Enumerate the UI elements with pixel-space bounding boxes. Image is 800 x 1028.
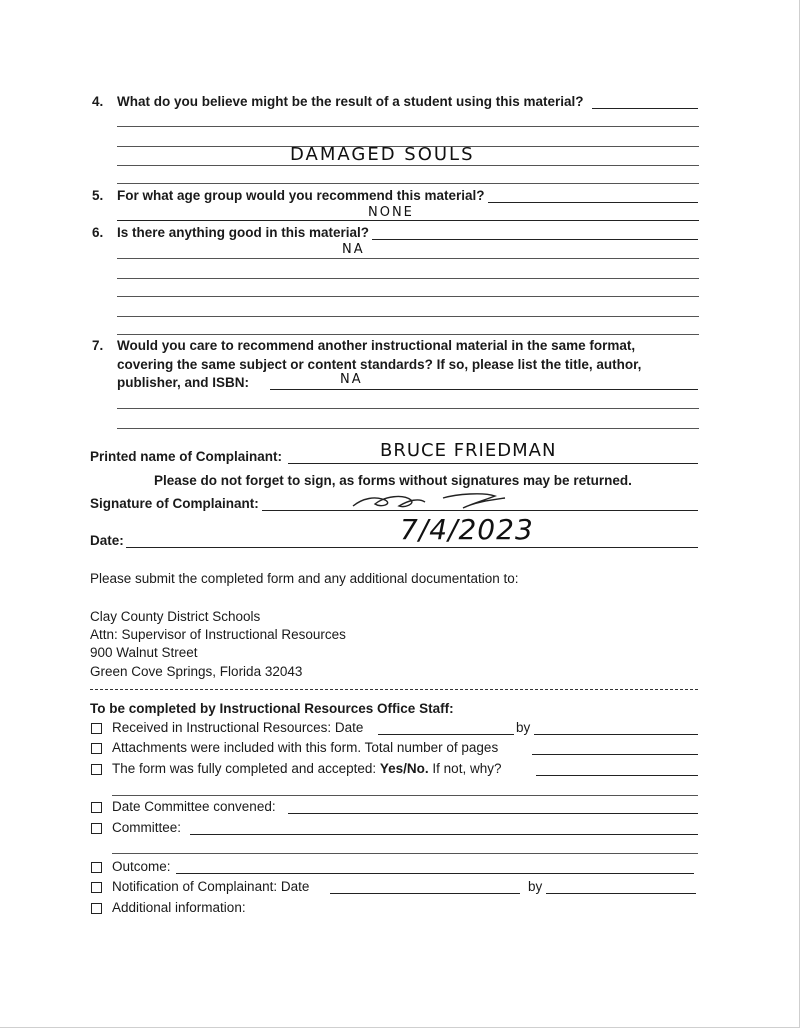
committee-convened-label: Date Committee convened: (112, 799, 276, 814)
cut-divider (90, 689, 698, 690)
address-line-4: Green Cove Springs, Florida 32043 (90, 664, 303, 679)
q4-question: What do you believe might be the result of a student using this material? (117, 94, 584, 109)
received-by-line (534, 734, 698, 735)
printed-name-line (288, 463, 698, 464)
q5-handwritten-answer: NONE (368, 205, 414, 220)
attachments-checkbox[interactable] (91, 743, 102, 754)
q5-number: 5. (92, 188, 104, 203)
q6-number: 6. (92, 225, 104, 240)
outcome-label: Outcome: (112, 859, 171, 874)
additional-info-label: Additional information: (112, 900, 246, 915)
notification-label: Notification of Complainant: Date (112, 879, 310, 894)
accepted-extra-line (112, 795, 698, 796)
notification-date-line (330, 893, 520, 894)
received-label: Received in Instructional Resources: Date (112, 720, 364, 735)
committee-convened-line (288, 813, 698, 814)
printed-name-handwritten: BRUCE FRIEDMAN (380, 440, 557, 461)
address-line-3: 900 Walnut Street (90, 645, 198, 660)
date-line (126, 547, 698, 548)
notification-by-label: by (528, 879, 543, 894)
accepted-yes-no: Yes/No. (379, 761, 429, 776)
q6-line-2 (117, 278, 699, 279)
q6-handwritten-answer: NA (342, 242, 365, 257)
q4-line-inline (592, 108, 698, 109)
signature-label: Signature of Complainant: (90, 496, 259, 511)
accepted-label-post: If not, why? (428, 761, 502, 776)
q4-handwritten-answer: DAMAGED SOULS (290, 144, 475, 165)
received-checkbox[interactable] (91, 723, 102, 734)
date-label: Date: (90, 533, 124, 548)
q7-question-line-1: Would you care to recommend another instructional material in the same format, (117, 338, 636, 353)
q7-question-line-3: publisher, and ISBN: (117, 375, 250, 390)
q6-line-5 (117, 334, 699, 335)
committee-line (190, 834, 698, 835)
q4-number: 4. (92, 94, 104, 109)
notification-by-line (546, 893, 696, 894)
additional-info-checkbox[interactable] (91, 903, 102, 914)
q7-number: 7. (92, 338, 104, 353)
committee-extra-line (112, 853, 698, 854)
address-line-1: Clay County District Schools (90, 609, 261, 624)
accepted-label (112, 761, 501, 777)
q7-question-line-2: covering the same subject or content standards? If so, please list the title, author, (117, 357, 642, 372)
notification-checkbox[interactable] (91, 882, 102, 893)
signature-reminder: Please do not forget to sign, as forms without signatures may be returned. (154, 473, 632, 488)
q7-handwritten-answer: NA (340, 372, 363, 387)
q6-line-4 (117, 316, 699, 317)
q4-line-1 (117, 126, 699, 127)
committee-label: Committee: (112, 820, 182, 835)
q6-line-inline (372, 239, 698, 240)
accepted-why-line (536, 775, 698, 776)
address-line-2: Attn: Supervisor of Instructional Resources (90, 627, 346, 642)
q4-line-4 (117, 183, 699, 184)
q4-line-3 (117, 165, 699, 166)
outcome-checkbox[interactable] (91, 862, 102, 873)
outcome-line (176, 873, 694, 874)
q7-line-2 (117, 428, 699, 429)
office-heading: To be completed by Instructional Resources Office Staff: (90, 701, 454, 716)
attachments-label: Attachments were included with this form. Total number of pages (112, 740, 499, 755)
received-date-line (378, 734, 514, 735)
q5-question: For what age group would you recommend this material? (117, 188, 485, 203)
q5-line-1 (117, 220, 699, 221)
q6-question: Is there anything good in this material? (117, 225, 370, 240)
q7-line-inline (270, 389, 698, 390)
received-by-label: by (516, 720, 531, 735)
submit-instruction: Please submit the completed form and any additional documentation to: (90, 571, 519, 586)
attachments-line (532, 754, 698, 755)
accepted-label-pre: The form was fully completed and accepted: (112, 761, 380, 776)
signature-scribble-icon (345, 486, 545, 514)
committee-convened-checkbox[interactable] (91, 802, 102, 813)
committee-checkbox[interactable] (91, 823, 102, 834)
accepted-checkbox[interactable] (91, 764, 102, 775)
printed-name-label: Printed name of Complainant: (90, 449, 283, 464)
q6-line-1 (117, 258, 699, 259)
q5-line-inline (488, 202, 698, 203)
date-handwritten: 7/4/2023 (400, 513, 534, 546)
q6-line-3 (117, 296, 699, 297)
q7-line-1 (117, 408, 699, 409)
